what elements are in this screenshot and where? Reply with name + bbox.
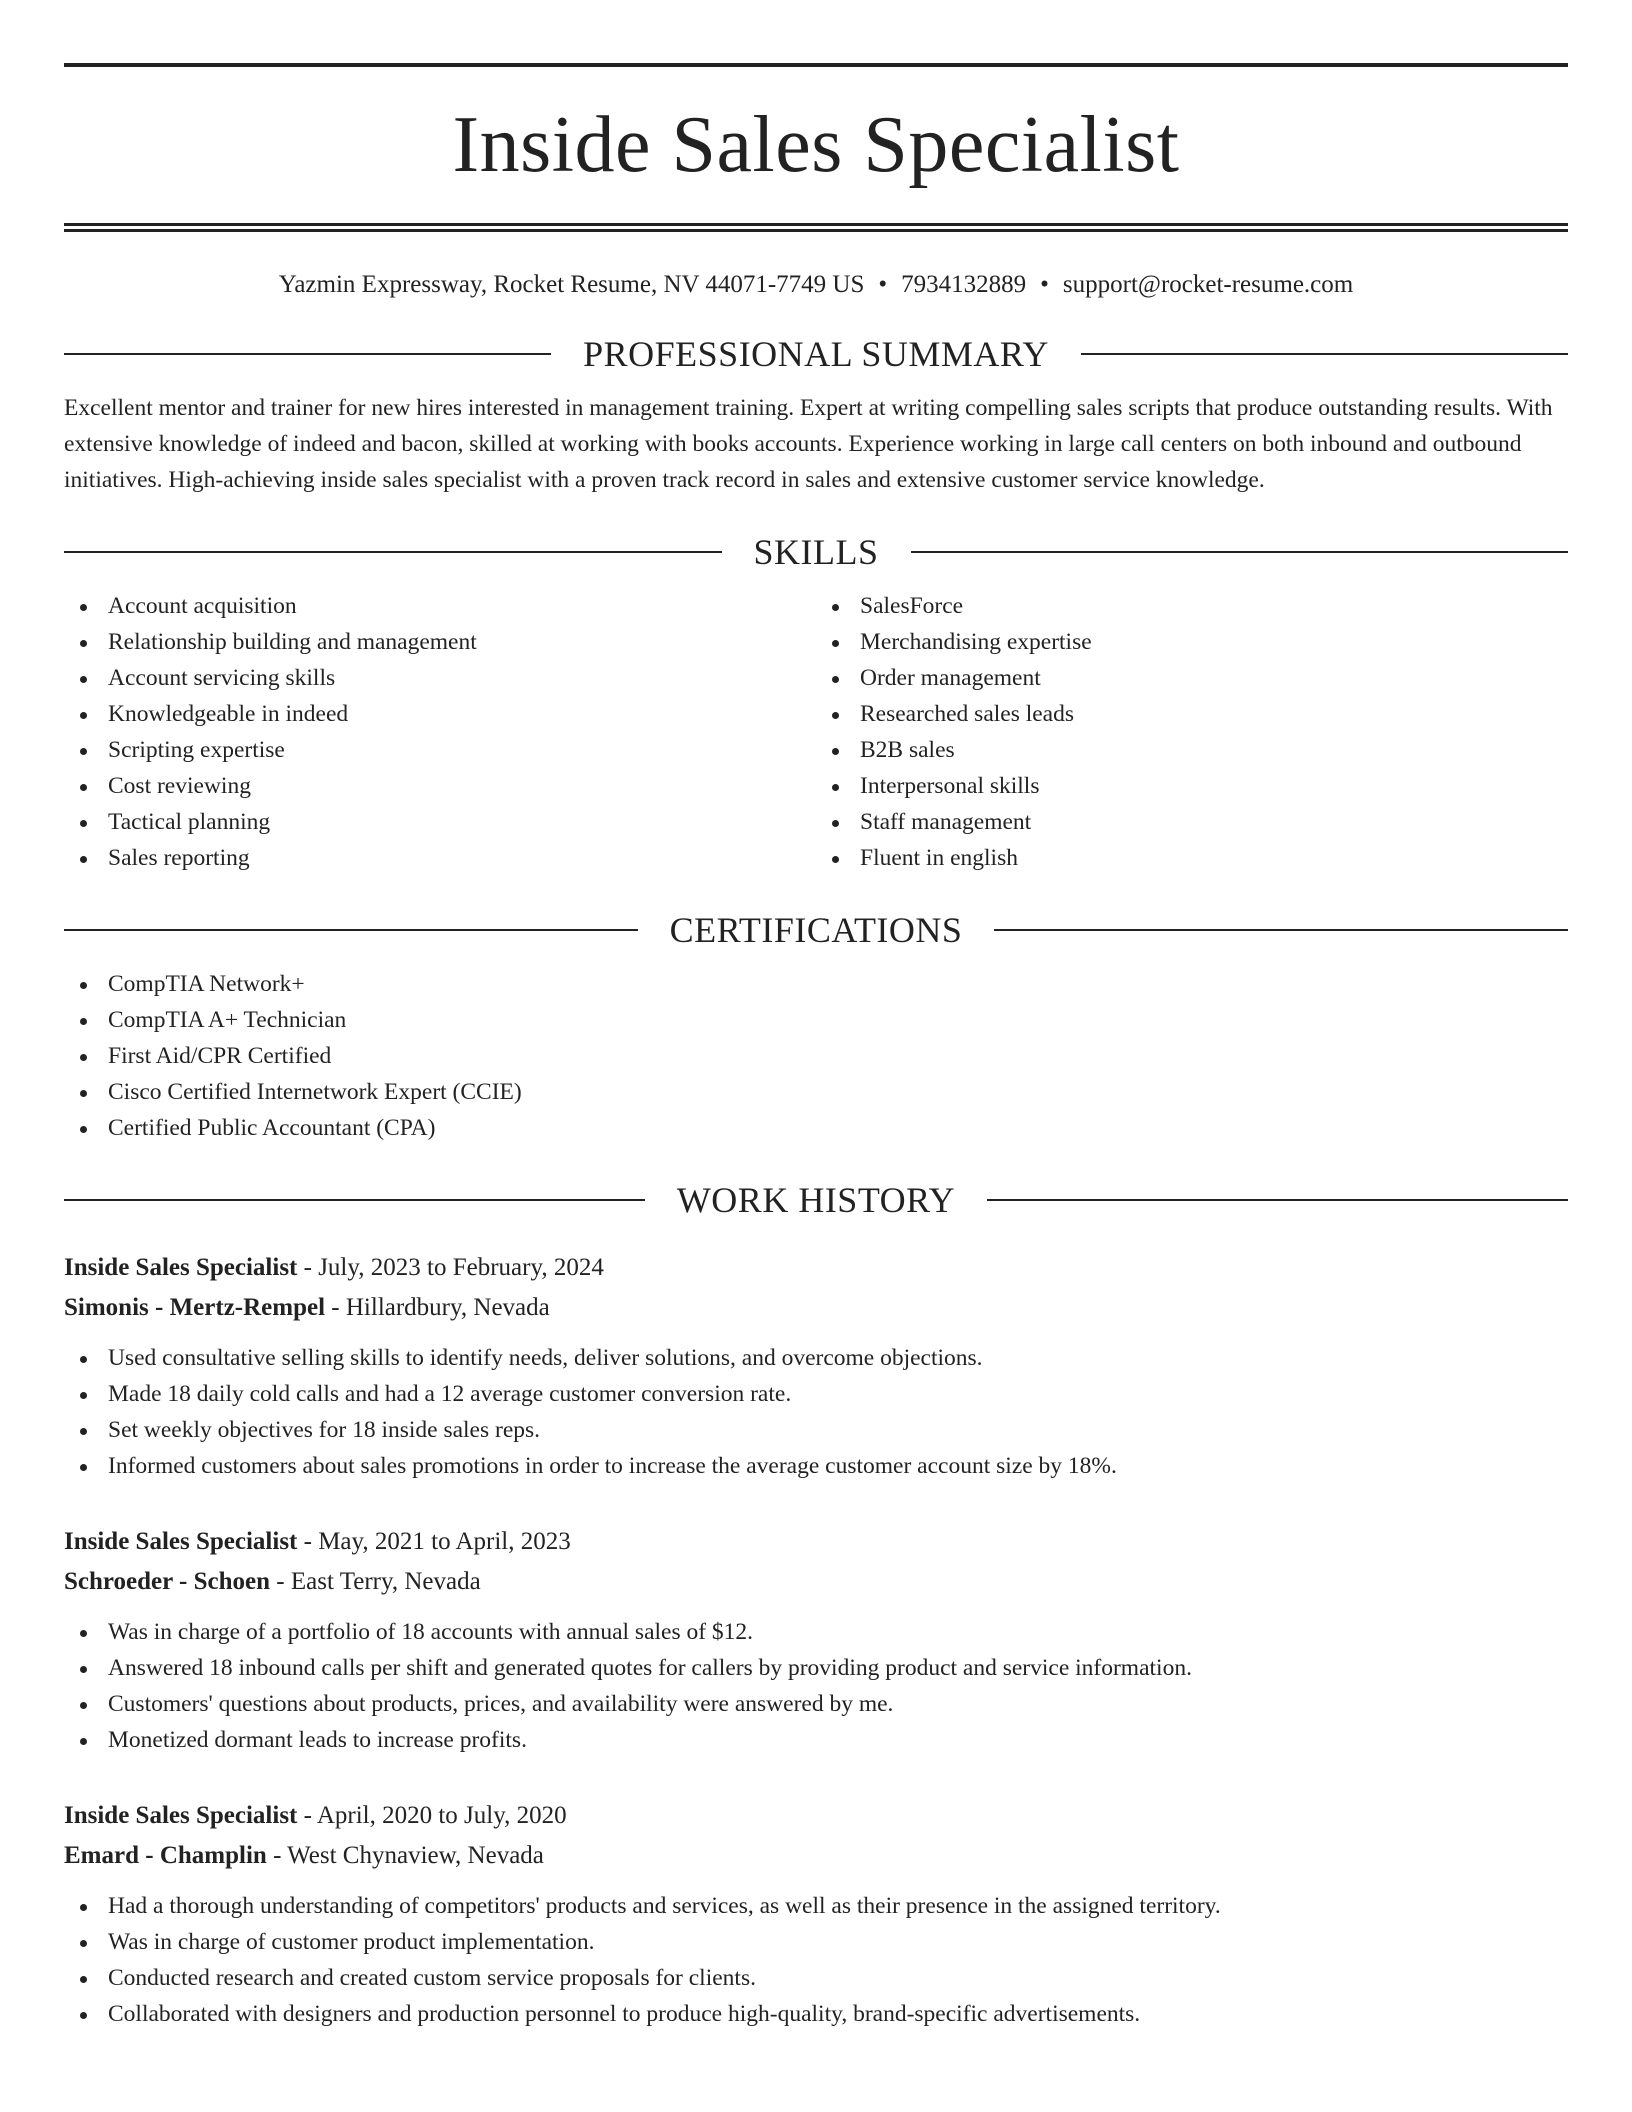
job-bullet: Informed customers about sales promotions in order to increase the average customer account size by 18%. — [64, 1448, 1568, 1484]
job-company-line — [64, 1288, 1568, 1328]
job-company: Emard - Champlin — [64, 1842, 267, 1869]
skill-item: B2B sales — [816, 732, 1568, 768]
job-title-line — [64, 1522, 1568, 1562]
job-bullet: Customers' questions about products, prices, and availability were answered by me. — [64, 1686, 1568, 1722]
certification-item: CompTIA Network+ — [64, 966, 1568, 1002]
job-title-line — [64, 1248, 1568, 1288]
heading-rule-left — [64, 1199, 645, 1201]
contact-separator: • — [878, 271, 888, 298]
skill-item: Account servicing skills — [64, 660, 816, 696]
skill-item: Sales reporting — [64, 840, 816, 876]
job-bullet: Was in charge of a portfolio of 18 accounts with annual sales of $12. — [64, 1614, 1568, 1650]
summary-heading-label: PROFESSIONAL SUMMARY — [583, 334, 1049, 374]
skill-item: Account acquisition — [64, 588, 816, 624]
job-title: Inside Sales Specialist — [64, 1254, 298, 1281]
certifications-heading — [64, 906, 1568, 954]
heading-rule-right — [911, 551, 1569, 553]
job-bullets — [64, 1614, 1568, 1758]
skill-item: Knowledgeable in indeed — [64, 696, 816, 732]
job-bullet: Collaborated with designers and production personnel to produce high-quality, brand-specific advertisements. — [64, 1996, 1568, 2032]
certification-item: First Aid/CPR Certified — [64, 1038, 1568, 1074]
contact-email: support@rocket-resume.com — [1062, 271, 1354, 298]
certifications-list — [64, 966, 1568, 1146]
job-company: Simonis - Mertz-Rempel — [64, 1294, 326, 1321]
summary-heading — [64, 330, 1568, 378]
job-title: Inside Sales Specialist — [64, 1802, 298, 1829]
job-entry — [64, 1796, 1568, 2032]
job-bullet: Made 18 daily cold calls and had a 12 average customer conversion rate. — [64, 1376, 1568, 1412]
skill-item: Order management — [816, 660, 1568, 696]
job-bullet: Used consultative selling skills to identify needs, deliver solutions, and overcome objections. — [64, 1340, 1568, 1376]
job-dates: - July, 2023 to February, 2024 — [297, 1254, 604, 1281]
work-history-heading-label: WORK HISTORY — [676, 1180, 956, 1220]
job-dates: - May, 2021 to April, 2023 — [297, 1528, 571, 1555]
page-title: Inside Sales Specialist — [452, 101, 1180, 189]
heading-rule-left — [64, 551, 722, 553]
skill-item: Fluent in english — [816, 840, 1568, 876]
job-entry — [64, 1248, 1568, 1484]
skill-item: Scripting expertise — [64, 732, 816, 768]
job-bullet: Answered 18 inbound calls per shift and generated quotes for callers by providing product and service information. — [64, 1650, 1568, 1686]
skills-columns — [64, 588, 1568, 876]
certification-item: Cisco Certified Internetwork Expert (CCIE) — [64, 1074, 1568, 1110]
skill-item: SalesForce — [816, 588, 1568, 624]
job-company-line — [64, 1562, 1568, 1602]
job-entry — [64, 1522, 1568, 1758]
job-title-line — [64, 1796, 1568, 1836]
skill-item: Interpersonal skills — [816, 768, 1568, 804]
skill-item: Tactical planning — [64, 804, 816, 840]
skill-item: Relationship building and management — [64, 624, 816, 660]
job-bullet: Was in charge of customer product implementation. — [64, 1924, 1568, 1960]
heading-rule-left — [64, 353, 551, 355]
job-bullet: Set weekly objectives for 18 inside sales reps. — [64, 1412, 1568, 1448]
job-bullet: Conducted research and created custom service proposals for clients. — [64, 1960, 1568, 1996]
certifications-heading-label: CERTIFICATIONS — [669, 910, 963, 950]
job-bullets — [64, 1888, 1568, 2032]
skills-heading-label: SKILLS — [753, 532, 879, 572]
job-bullet: Monetized dormant leads to increase profits. — [64, 1722, 1568, 1758]
certification-item: Certified Public Accountant (CPA) — [64, 1110, 1568, 1146]
job-location: - East Terry, Nevada — [270, 1568, 481, 1595]
job-location: - Hillardbury, Nevada — [325, 1294, 550, 1321]
heading-rule-left — [64, 929, 638, 931]
work-history-heading — [64, 1176, 1568, 1224]
skills-list-right — [816, 588, 1568, 876]
certification-item: CompTIA A+ Technician — [64, 1002, 1568, 1038]
job-company: Schroeder - Schoen — [64, 1568, 271, 1595]
skill-item: Merchandising expertise — [816, 624, 1568, 660]
heading-rule-right — [1081, 353, 1568, 355]
summary-text: Excellent mentor and trainer for new hires interested in management training. Expert at writing compelling sales scripts that produce outstanding results. With extensive knowledge of indeed and bacon, skilled at working with books accounts. Experience working in large call centers on both inbound and outbound initiatives. High-achieving inside sales specialist with a proven track record in sales and extensive customer service knowledge. — [64, 395, 1553, 493]
job-company-line — [64, 1836, 1568, 1876]
skill-item: Staff management — [816, 804, 1568, 840]
contact-address: Yazmin Expressway, Rocket Resume, NV 44071-7749 US — [278, 271, 865, 298]
job-title: Inside Sales Specialist — [64, 1528, 298, 1555]
skill-item: Researched sales leads — [816, 696, 1568, 732]
contact-separator: • — [1040, 271, 1049, 298]
top-rule — [64, 63, 1568, 67]
title-double-rule — [64, 223, 1568, 232]
job-location: - West Chynaview, Nevada — [266, 1842, 544, 1869]
job-bullet: Had a thorough understanding of competitors' products and services, as well as their presence in the assigned territory. — [64, 1888, 1568, 1924]
heading-rule-right — [987, 1199, 1568, 1201]
contact-line — [64, 270, 1568, 300]
skills-heading — [64, 528, 1568, 576]
heading-rule-right — [994, 929, 1568, 931]
contact-phone: 7934132889 — [901, 271, 1027, 298]
job-bullets — [64, 1340, 1568, 1484]
job-dates: - April, 2020 to July, 2020 — [297, 1802, 567, 1829]
skills-list-left — [64, 588, 816, 876]
skill-item: Cost reviewing — [64, 768, 816, 804]
